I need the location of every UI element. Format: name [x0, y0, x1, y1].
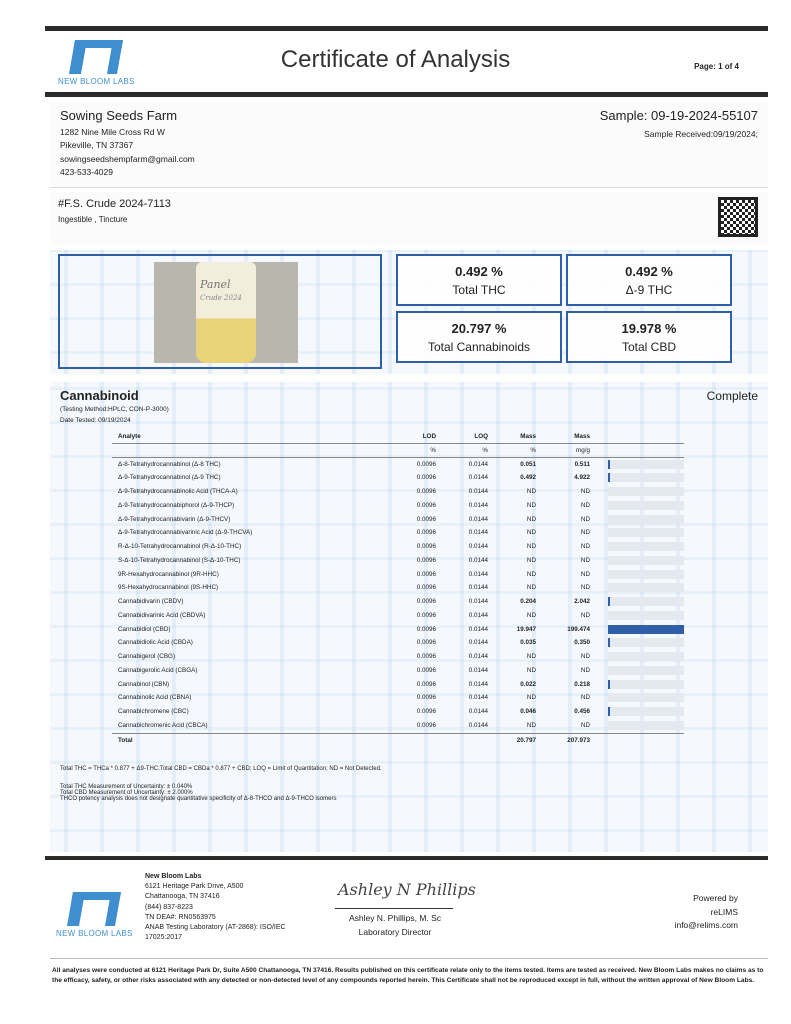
mass-mg-value: 0.218 [574, 680, 590, 688]
loq-value: 0.0144 [468, 598, 488, 605]
sample-id: Sample: 09-19-2024-55107 [599, 108, 758, 123]
mass-pct-value: ND [526, 501, 536, 509]
analyte-name: Cannabidiolic Acid (CBDA) [118, 639, 193, 647]
loq-value: 0.0144 [468, 515, 488, 523]
table-row [112, 691, 684, 705]
analyte-name: Cannabinol (CBN) [118, 680, 170, 688]
lod-value: 0.0096 [416, 570, 436, 578]
qr-code-icon [718, 197, 758, 237]
mass-bar-fill [608, 638, 610, 647]
lab-line: TN DEA#: RN0563975 [145, 913, 216, 921]
mass-mg-value: ND [580, 584, 590, 592]
powered-email[interactable]: info@relims.com [674, 920, 738, 930]
loq-value: 0.0144 [468, 666, 488, 674]
mass-bar [608, 666, 684, 675]
analyte-name: Δ-9-Tetrahydrocannabiphorol (Δ-9-THCP) [118, 501, 235, 509]
mass-mg-value: 0.456 [574, 708, 590, 715]
top-rule [45, 26, 768, 31]
product-section [50, 192, 768, 244]
lab-line: 17025:2017 [145, 934, 182, 942]
mass-pct-value: ND [526, 694, 536, 702]
stat-total-thc [396, 254, 562, 306]
loq-value: 0.0144 [468, 680, 488, 688]
mass-mg-value: 4.922 [574, 474, 590, 482]
photo-frame [58, 254, 382, 369]
mass-bar [608, 515, 684, 524]
client-email: sowingseedshempfarm@gmail.com [60, 154, 195, 164]
total-mg: 207.973 [567, 736, 590, 744]
table-row [112, 705, 684, 719]
logo-text: NEW BLOOM LABS [56, 929, 133, 938]
analyte-name: Cannabigerolic Acid (CBGA) [118, 666, 198, 674]
stat-label: Total CBD [621, 340, 677, 354]
product-name: #F.S. Crude 2024-7113 [58, 198, 171, 210]
col-lod: LOD [422, 433, 436, 440]
stat-label: Δ-9 THC [625, 283, 673, 297]
lod-value: 0.0096 [416, 680, 436, 688]
table-header [112, 430, 684, 444]
status-label: Complete [706, 389, 758, 403]
signer-name: Ashley N. Phillips, M. Sc [348, 913, 442, 923]
mass-bar [608, 652, 684, 661]
loq-value: 0.0144 [468, 708, 488, 715]
analyte-name: Δ-9-Tetrahydrocannabinol (Δ-9 THC) [118, 474, 221, 482]
table-total-row [112, 733, 684, 747]
table-row [112, 540, 684, 554]
mass-mg-value: ND [580, 488, 590, 495]
table-units [112, 444, 684, 458]
total-pct: 20.797 [516, 736, 536, 744]
mass-pct-value: 0.035 [520, 639, 536, 647]
mass-bar-fill [608, 707, 610, 716]
lod-value: 0.0096 [416, 666, 436, 674]
analyte-name: Δ-9-Tetrahydrocannabinolic Acid (THCA-A) [118, 488, 238, 495]
loq-value: 0.0144 [468, 694, 488, 702]
client-address2: Pikeville, TN 37367 [60, 140, 134, 150]
col-mass-mg: Mass [574, 433, 590, 440]
sample-received: Sample Received:09/19/2024; [644, 129, 758, 139]
table-row [112, 485, 684, 499]
stat-total-cbd [566, 311, 732, 363]
loq-value: 0.0144 [468, 721, 488, 729]
mass-bar [608, 693, 684, 702]
stat-label: Total Cannabinoids [427, 340, 531, 354]
loq-value: 0.0144 [468, 611, 488, 619]
col-analyte: Analyte [118, 433, 141, 440]
total-label: Total [118, 736, 133, 744]
client-phone: 423-533-4029 [60, 167, 113, 177]
mass-mg-value: ND [580, 515, 590, 523]
mass-bar [608, 501, 684, 510]
lod-value: 0.0096 [416, 653, 436, 660]
cannabinoid-section [50, 382, 768, 852]
table-row [112, 568, 684, 582]
mass-bar [608, 487, 684, 496]
table-row [112, 458, 684, 472]
mass-bar-fill [608, 460, 610, 469]
mass-mg-value: ND [580, 570, 590, 578]
table-row [112, 471, 684, 485]
analyte-name: Cannabichromene (CBC) [118, 708, 189, 715]
signer-title: Laboratory Director [358, 927, 432, 937]
unit-mass-mg: mg/g [576, 446, 590, 454]
mass-bar-fill [608, 680, 610, 689]
mass-bar [608, 542, 684, 551]
stat-value: 19.978 % [621, 321, 677, 336]
analyte-name: S-Δ-10-Tetrahydrocannabinol (S-Δ-10-THC) [118, 556, 241, 564]
stat-label: Total THC [452, 283, 506, 297]
lod-value: 0.0096 [416, 584, 436, 592]
date-tested: Date Tested: 09/19/2024 [60, 417, 131, 424]
loq-value: 0.0144 [468, 625, 488, 633]
lod-value: 0.0096 [416, 625, 436, 633]
mass-bar [608, 583, 684, 592]
table-row [112, 595, 684, 609]
footer-rule [45, 856, 768, 860]
table-row [112, 678, 684, 692]
mass-bar [608, 721, 684, 730]
lod-value: 0.0096 [416, 474, 436, 482]
table-row [112, 664, 684, 678]
mass-pct-value: 0.204 [520, 598, 536, 605]
mass-pct-value: ND [526, 666, 536, 674]
mass-bar [608, 460, 684, 469]
lod-value: 0.0096 [416, 488, 436, 495]
mass-bar-fill [608, 473, 610, 482]
loq-value: 0.0144 [468, 556, 488, 564]
table-row [112, 609, 684, 623]
mass-mg-value: ND [580, 666, 590, 674]
lod-value: 0.0096 [416, 556, 436, 564]
table-row [112, 581, 684, 595]
loq-value: 0.0144 [468, 543, 488, 550]
col-loq: LOQ [474, 433, 488, 440]
lod-value: 0.0096 [416, 721, 436, 729]
thc-uncertainty: Total THC Measurement of Uncertainty: ± 0.040% [60, 784, 193, 790]
powered-label: Powered by [693, 893, 738, 903]
analyte-name: Δ-9-Tetrahydrocannabivarin (Δ-9-THCV) [118, 515, 231, 523]
lab-line: ANAB Testing Laboratory (AT-2868): ISO/IEC [145, 924, 286, 932]
analyte-name: R-Δ-10-Tetrahydrocannabinol (R-Δ-10-THC) [118, 543, 242, 550]
analyte-name: Cannabidiol (CBD) [118, 625, 171, 633]
lab-line: New Bloom Labs [145, 873, 202, 880]
lab-line: 6121 Heritage Park Drive, A500 [145, 883, 244, 891]
formula-note: Total THC = THCa * 0.877 + Δ9-THC;Total CBD = CBDa * 0.877 + CBD; LOQ = Limit of Quantitation; ND = Not Detected. [60, 766, 382, 772]
lab-info [145, 872, 286, 943]
mass-bar [608, 556, 684, 565]
lab-line: (844) 837-8223 [145, 903, 193, 911]
disclaimer: All analyses were conducted at 6121 Heritage Park Dr, Suite A500 Chattanooga, TN 37416. Results published on this certificate relate only to the items tested. Items are tested as received. New Bloom Labs makes no claims as to the efficacy, safety, or other risks associated with any detected or non-detected level of any compounds reported herein. This Certificate shall not be reproduced except in full, without the written approval of New Bloom Labs. [52, 967, 764, 984]
stat-value: 0.492 % [625, 264, 673, 279]
loq-value: 0.0144 [468, 570, 488, 578]
mass-bar [608, 680, 684, 689]
mass-pct-value: ND [526, 721, 536, 729]
mass-mg-value: ND [580, 556, 590, 564]
page-number: Page: 1 of 4 [694, 62, 739, 71]
stat-value: 20.797 % [451, 321, 507, 336]
mass-bar [608, 528, 684, 537]
table-row [112, 513, 684, 527]
summary-section [50, 250, 768, 374]
mass-mg-value: ND [580, 543, 590, 550]
signature-image: Ashley N Phillips [338, 880, 476, 899]
mass-pct-value: ND [526, 515, 536, 523]
testing-method: (Testing Method:HPLC, CON-P-3000) [60, 406, 169, 413]
mass-bar [608, 611, 684, 620]
logo-mark-icon [67, 892, 121, 926]
mass-pct-value: 0.046 [520, 708, 536, 715]
table-row [112, 526, 684, 540]
vial-label-sub: Crude 2024 [200, 294, 242, 302]
unit-loq: % [482, 446, 488, 454]
loq-value: 0.0144 [468, 474, 488, 482]
analyte-name: Cannabidivarin (CBDV) [118, 598, 184, 605]
mass-mg-value: 0.350 [574, 639, 590, 647]
mass-bar [608, 570, 684, 579]
thco-note: THCO potency analysis does not designate quantitative specificity of Δ-8-THCO and Δ-9-THCO isomers [60, 796, 337, 802]
loq-value: 0.0144 [468, 639, 488, 647]
mass-bar [608, 638, 684, 647]
table-row [112, 719, 684, 733]
mass-mg-value: ND [580, 694, 590, 702]
sample-photo [154, 262, 298, 363]
mass-mg-value: ND [580, 611, 590, 619]
product-type: Ingestible , Tincture [58, 215, 128, 224]
table-row [112, 650, 684, 664]
unit-lod: % [430, 446, 436, 454]
analyte-name: Δ-9-Tetrahydrocannabivarinic Acid (Δ-9-THCVA) [118, 529, 253, 537]
vial-image [196, 262, 256, 363]
mass-mg-value: ND [580, 501, 590, 509]
client-name: Sowing Seeds Farm [60, 108, 178, 123]
mass-bar [608, 597, 684, 606]
mass-pct-value: ND [526, 570, 536, 578]
mass-pct-value: ND [526, 653, 536, 660]
mass-pct-value: ND [526, 543, 536, 550]
cbd-uncertainty: Total CBD Measurement of Uncertainty: ± 2.000% [60, 790, 193, 796]
lod-value: 0.0096 [416, 611, 436, 619]
table-row [112, 636, 684, 650]
section-title: Cannabinoid [60, 388, 139, 403]
powered-brand: reLIMS [710, 906, 738, 917]
mass-bar-fill [608, 625, 684, 634]
mass-mg-value: 199.474 [567, 625, 590, 633]
disclaimer-rule [50, 958, 768, 959]
lod-value: 0.0096 [416, 529, 436, 537]
stat-value: 0.492 % [455, 264, 503, 279]
mass-mg-value: ND [580, 653, 590, 660]
loq-value: 0.0144 [468, 501, 488, 509]
analyte-name: Cannabidivarinic Acid (CBDVA) [118, 611, 206, 619]
header-rule [45, 92, 768, 97]
analyte-name: 9R-Hexahydrocannabinol (9R-HHC) [118, 570, 219, 578]
mass-pct-value: ND [526, 529, 536, 537]
mass-bar [608, 707, 684, 716]
analyte-name: Δ-8-Tetrahydrocannabinol (Δ-8 THC) [118, 460, 221, 468]
mass-mg-value: 2.042 [574, 598, 590, 605]
mass-pct-value: 0.492 [520, 474, 536, 482]
analyte-name: Cannabigerol (CBG) [118, 653, 176, 660]
lab-line: Chattanooga, TN 37416 [145, 893, 220, 901]
cannabinoid-table [112, 430, 684, 746]
table-body [112, 458, 684, 733]
mass-pct-value: 0.051 [520, 460, 536, 468]
mass-pct-value: ND [526, 584, 536, 592]
stat-d9-thc [566, 254, 732, 306]
footer-logo [56, 892, 133, 938]
loq-value: 0.0144 [468, 460, 488, 468]
lod-value: 0.0096 [416, 598, 436, 605]
analyte-name: 9S-Hexahydrocannabinol (9S-HHC) [118, 584, 219, 592]
mass-bar-fill [608, 597, 610, 606]
col-mass-pct: Mass [520, 433, 536, 440]
document-title: Certificate of Analysis [280, 46, 511, 73]
powered-by [675, 892, 738, 933]
mass-pct-value: 19.947 [516, 625, 536, 633]
lod-value: 0.0096 [416, 515, 436, 523]
loq-value: 0.0144 [468, 488, 488, 495]
mass-pct-value: ND [526, 556, 536, 564]
lod-value: 0.0096 [416, 460, 436, 468]
mass-pct-value: ND [526, 488, 536, 495]
table-row [112, 554, 684, 568]
stat-total-cannabinoids [396, 311, 562, 363]
lod-value: 0.0096 [416, 639, 436, 647]
lod-value: 0.0096 [416, 708, 436, 715]
vial-label: Panel [200, 278, 231, 291]
table-row [112, 623, 684, 637]
lod-value: 0.0096 [416, 543, 436, 550]
unit-mass-pct: % [530, 446, 536, 454]
loq-value: 0.0144 [468, 584, 488, 592]
signature-line [335, 908, 453, 909]
logo-text: NEW BLOOM LABS [58, 77, 135, 86]
client-address1: 1282 Nine Mile Cross Rd W [60, 127, 165, 137]
table-row [112, 499, 684, 513]
mass-mg-value: 0.511 [574, 460, 590, 468]
analyte-name: Cannabichromenic Acid (CBCA) [118, 721, 208, 729]
mass-pct-value: ND [526, 611, 536, 619]
mass-mg-value: ND [580, 529, 590, 537]
mass-pct-value: 0.022 [520, 680, 536, 688]
loq-value: 0.0144 [468, 653, 488, 660]
client-section [50, 102, 768, 188]
mass-mg-value: ND [580, 721, 590, 729]
lod-value: 0.0096 [416, 694, 436, 702]
loq-value: 0.0144 [468, 529, 488, 537]
mass-bar [608, 473, 684, 482]
lod-value: 0.0096 [416, 501, 436, 509]
analyte-name: Cannabinolic Acid (CBNA) [118, 694, 192, 702]
mass-bar [608, 625, 684, 634]
